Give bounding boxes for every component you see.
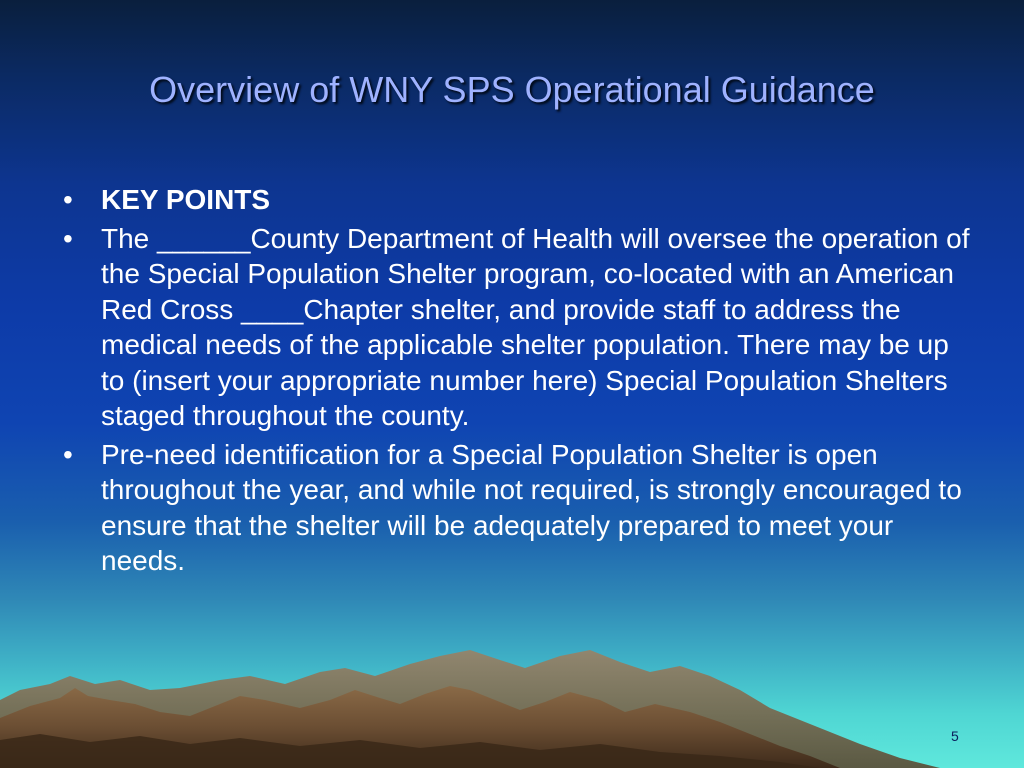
- bullet-item-key-points: [60, 182, 978, 218]
- bullet-item-pre-need: [60, 437, 978, 579]
- bullet-text: KEY POINTS: [101, 184, 271, 215]
- bullet-text: The ______County Department of Health will oversee the operation of the Special Population Shelter program, co-located with an American Red Cross ____Chapter shelter, and provide staff to address the medical needs of the applicable shelter population. There may be up to (insert your appropriate number here) Special Population Shelters staged throughout the county.: [101, 222, 970, 431]
- slide-number: 5: [951, 728, 959, 744]
- bullet-dot-icon: •: [63, 438, 73, 470]
- slide-title: Overview of WNY SPS Operational Guidance: [149, 69, 875, 110]
- bullet-list: [60, 182, 978, 582]
- bullet-item-county-health: [60, 221, 978, 434]
- bullet-text: Pre-need identification for a Special Population Shelter is open throughout the year, and while not required, is strongly encouraged to ensure that the shelter will be adequately prepared to meet your needs.: [101, 438, 962, 576]
- bullet-dot-icon: •: [63, 184, 73, 215]
- bullet-dot-icon: •: [63, 222, 73, 254]
